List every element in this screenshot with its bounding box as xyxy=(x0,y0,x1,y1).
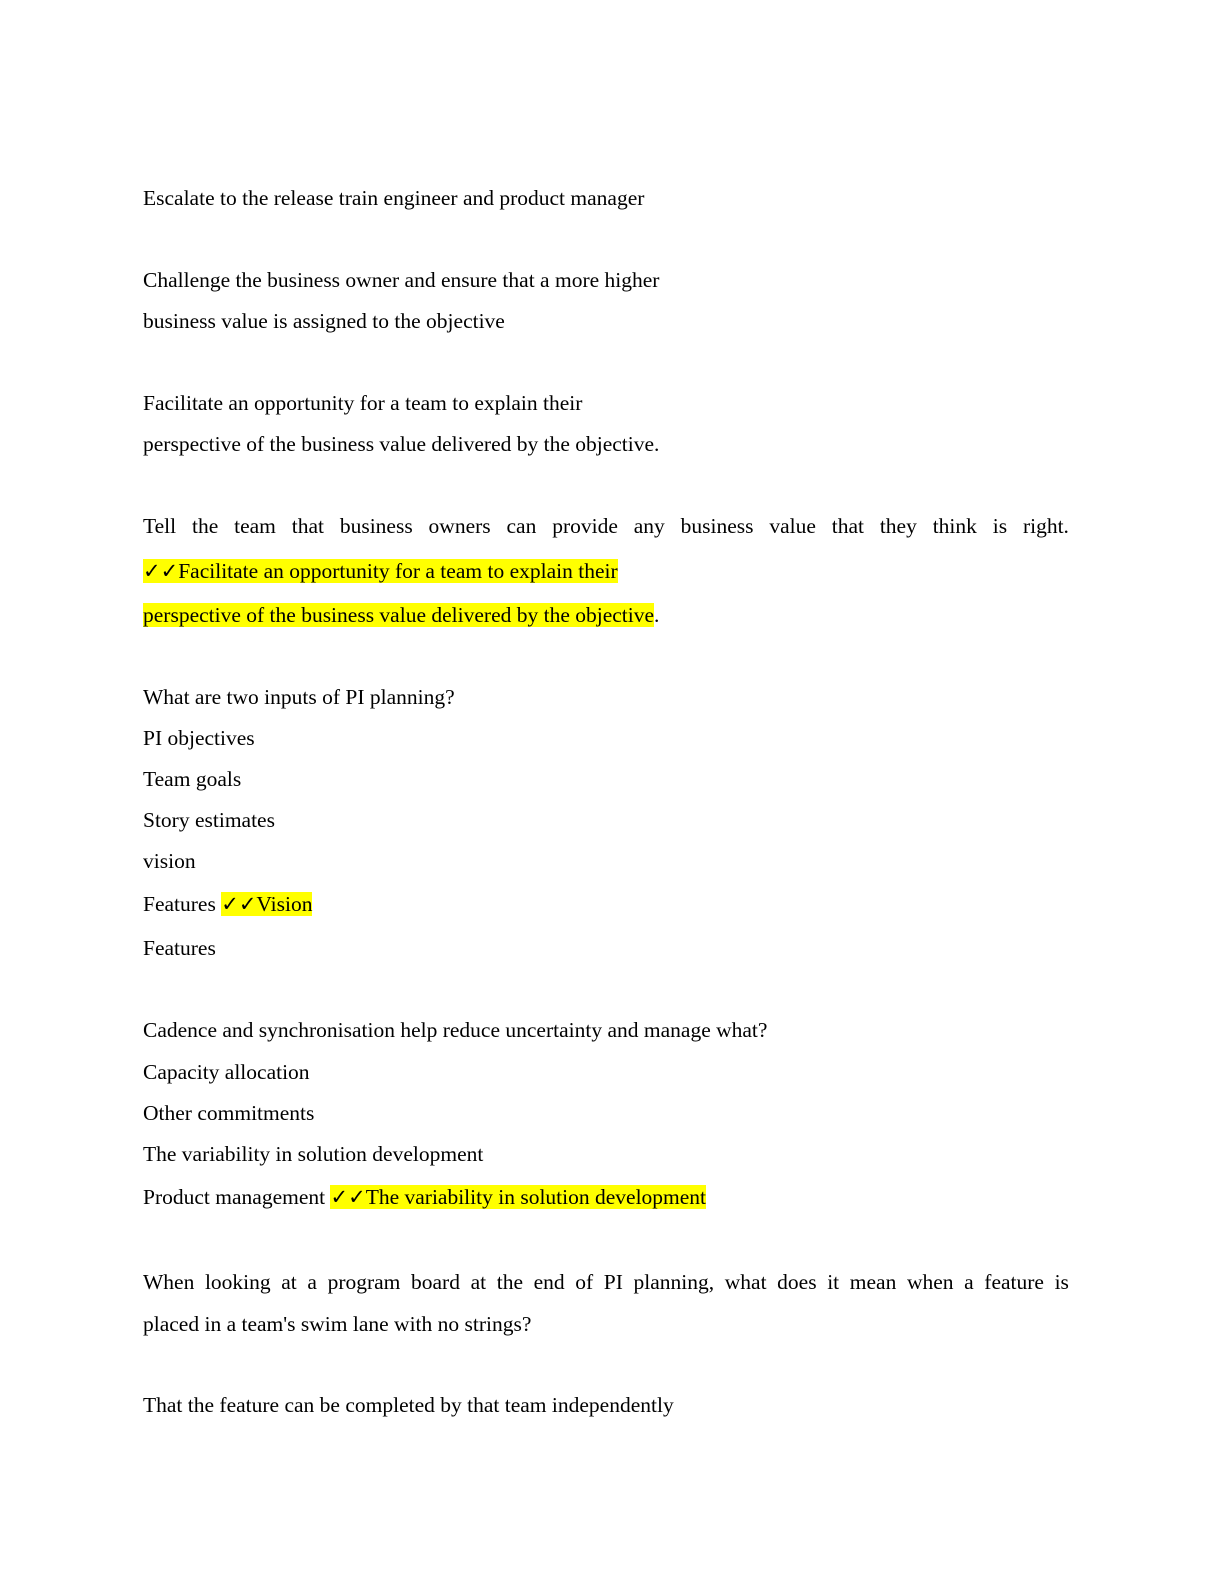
word: a xyxy=(964,1270,974,1294)
question-program-board-line-2: placed in a team's swim lane with no strings? xyxy=(143,1312,532,1336)
option-product-management-text: Product management xyxy=(143,1185,331,1209)
word: end xyxy=(533,1270,565,1294)
word: provide xyxy=(552,514,618,538)
correct-answer-text: Vision xyxy=(256,892,313,916)
option-variability: The variability in solution development xyxy=(143,1142,484,1166)
double-check-icon: ✓✓ xyxy=(143,559,179,583)
word: value xyxy=(769,514,816,538)
correct-answer-line-1 xyxy=(143,556,618,586)
word: can xyxy=(506,514,537,538)
answer-option-facilitate-line-1: Facilitate an opportunity for a team to explain their xyxy=(143,391,583,415)
word: any xyxy=(633,514,665,538)
word: right. xyxy=(1022,514,1069,538)
option-features: Features xyxy=(143,936,216,960)
option-vision: vision xyxy=(143,849,196,873)
word: at xyxy=(470,1270,487,1294)
word: a xyxy=(307,1270,317,1294)
word: board xyxy=(411,1270,460,1294)
correct-answer-highlight: perspective of the business value delivered by the objective xyxy=(143,603,655,627)
option-story-estimates: Story estimates xyxy=(143,808,275,832)
word: when xyxy=(906,1270,954,1294)
question-pi-inputs: What are two inputs of PI planning? xyxy=(143,685,455,709)
word: planning, xyxy=(633,1270,715,1294)
word: Tell xyxy=(143,514,177,538)
option-features-text: Features xyxy=(143,892,222,916)
option-team-goals: Team goals xyxy=(143,767,242,791)
answer-option-facilitate-line-2: perspective of the business value delivered by the objective. xyxy=(143,432,660,456)
word: they xyxy=(879,514,917,538)
word: owners xyxy=(428,514,491,538)
word: that xyxy=(291,514,324,538)
answer-option-challenge-line-1: Challenge the business owner and ensure that a more higher xyxy=(143,268,660,292)
word: When xyxy=(143,1270,195,1294)
word: that xyxy=(831,514,864,538)
word: of xyxy=(575,1270,594,1294)
correct-answer-highlight xyxy=(330,1185,706,1209)
word: feature xyxy=(984,1270,1044,1294)
correct-answer-text: The variability in solution development xyxy=(365,1185,707,1209)
word: business xyxy=(680,514,754,538)
word: the xyxy=(191,514,219,538)
word: does xyxy=(777,1270,817,1294)
correct-answer-period: . xyxy=(654,603,660,627)
word: is xyxy=(992,514,1008,538)
question-program-board-line-1 xyxy=(143,1267,1069,1297)
double-check-icon: ✓✓ xyxy=(221,892,257,916)
answer-option-escalate: Escalate to the release train engineer and product manager xyxy=(143,186,645,210)
word: it xyxy=(827,1270,840,1294)
word: team xyxy=(234,514,276,538)
correct-answer-line-2 xyxy=(143,600,659,630)
word: at xyxy=(281,1270,297,1294)
option-capacity-allocation: Capacity allocation xyxy=(143,1060,310,1084)
word: program xyxy=(327,1270,401,1294)
double-check-icon: ✓✓ xyxy=(330,1185,366,1209)
word: looking xyxy=(204,1270,271,1294)
word: PI xyxy=(603,1270,623,1294)
word: mean xyxy=(849,1270,897,1294)
answer-feature-independent: That the feature can be completed by that team independently xyxy=(143,1393,674,1417)
word: what xyxy=(724,1270,767,1294)
correct-answer-text: Facilitate an opportunity for a team to explain their xyxy=(178,559,618,583)
option-other-commitments: Other commitments xyxy=(143,1101,315,1125)
option-pi-objectives: PI objectives xyxy=(143,726,255,750)
word: business xyxy=(339,514,413,538)
answer-option-tell-team xyxy=(143,511,1069,541)
correct-answer-highlight xyxy=(221,892,312,916)
correct-answer-highlight xyxy=(143,559,618,583)
word: think xyxy=(932,514,977,538)
option-product-management-with-answer xyxy=(143,1182,706,1212)
word: the xyxy=(496,1270,523,1294)
option-features-with-answer xyxy=(143,889,312,919)
question-cadence: Cadence and synchronisation help reduce uncertainty and manage what? xyxy=(143,1018,768,1042)
word: is xyxy=(1054,1270,1069,1294)
answer-option-challenge-line-2: business value is assigned to the objective xyxy=(143,309,505,333)
